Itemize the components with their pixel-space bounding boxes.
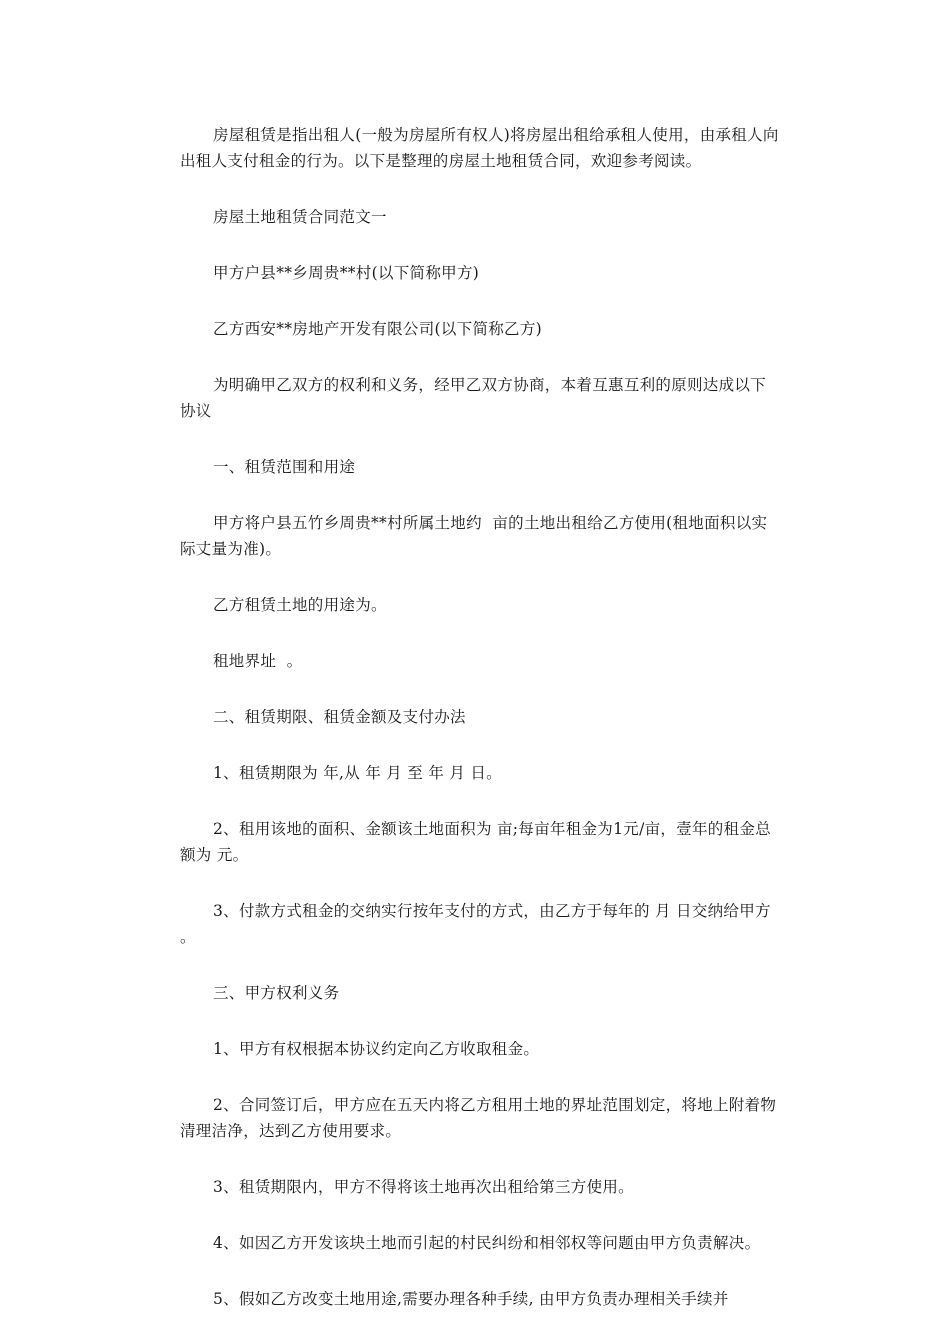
contract-title: 房屋土地租赁合同范文一: [213, 208, 387, 226]
clause-paragraph: 1、甲方有权根据本协议约定向乙方收取租金。: [213, 1040, 540, 1058]
clause-paragraph: 5、假如乙方改变土地用途,需要办理各种手续, 由甲方负责办理相关手续并: [213, 1290, 729, 1308]
clause-paragraph: 乙方租赁土地的用途为。: [213, 596, 387, 614]
section-heading-2: 二、租赁期限、租赁金额及支付办法: [213, 708, 466, 726]
clause-paragraph: 3、付款方式租金的交纳实行按年支付的方式，由乙方于每年的 月 日交纳给甲方 。: [180, 902, 777, 946]
clause-paragraph: 1、租赁期限为 年,从 年 月 至 年 月 日。: [213, 764, 502, 782]
document-body: [180, 122, 780, 1342]
party-b-line: 乙方西安**房地产开发有限公司(以下简称乙方): [213, 320, 542, 338]
clause-paragraph: 甲方将户县五竹乡周贵**村所属土地约 亩的土地出租给乙方使用(租地面积以实际丈量为准)。: [180, 514, 768, 558]
clause-paragraph: 2、租用该地的面积、金额该土地面积为 亩;每亩年租金为1元/亩，壹年的租金总额为 元。: [180, 820, 771, 864]
preamble-paragraph: 为明确甲乙双方的权利和义务，经甲乙双方协商，本着互惠互利的原则达成以下协议: [180, 376, 767, 420]
clause-paragraph: 租地界址 。: [213, 652, 303, 670]
clause-paragraph: 2、合同签订后，甲方应在五天内将乙方租用土地的界址范围划定，将地上附着物清理洁净，达到乙方使用要求。: [180, 1096, 777, 1140]
section-heading-3: 三、甲方权利义务: [213, 984, 340, 1002]
section-heading-1: 一、租赁范围和用途: [213, 458, 356, 476]
intro-paragraph: 房屋租赁是指出租人(一般为房屋所有权人)将房屋出租给承租人使用，由承租人向出租人支付租金的行为。以下是整理的房屋土地租赁合同，欢迎参考阅读。: [180, 126, 779, 170]
party-a-line: 甲方户县**乡周贵**村(以下简称甲方): [213, 264, 480, 282]
clause-paragraph: 4、如因乙方开发该块土地而引起的村民纠纷和相邻权等问题由甲方负责解决。: [213, 1234, 761, 1252]
clause-paragraph: 3、租赁期限内，甲方不得将该土地再次出租给第三方使用。: [213, 1178, 634, 1196]
